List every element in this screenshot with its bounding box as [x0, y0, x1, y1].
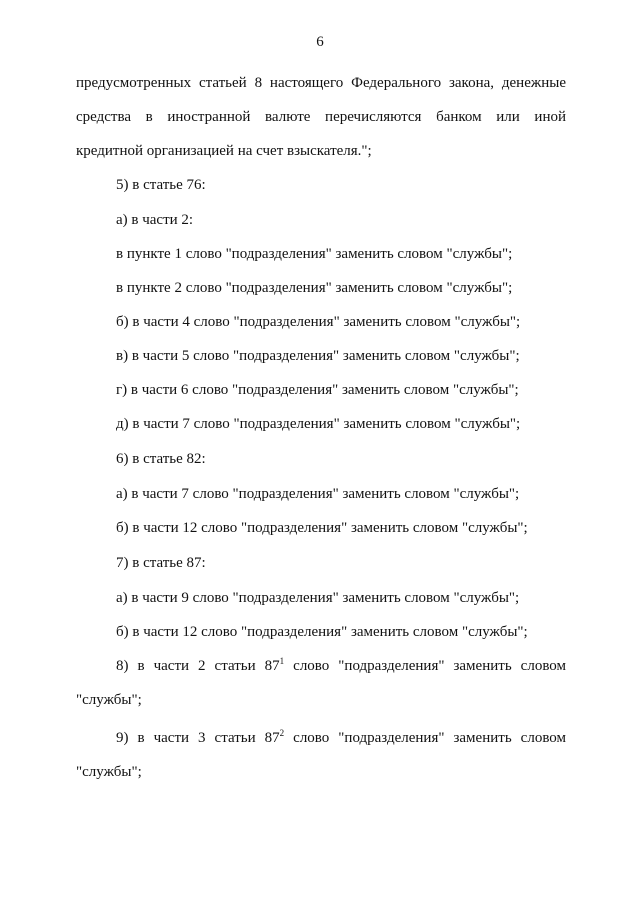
list-item: 6) в статье 82:	[116, 451, 206, 467]
paragraph-line: средства в иностранной валюте перечисляются банком или иной	[76, 109, 566, 125]
list-item-continuation: "службы";	[76, 692, 142, 708]
superscript: 1	[279, 656, 285, 666]
item-text: слово "подразделения" заменить словом	[284, 658, 566, 674]
item-text: слово "подразделения" заменить словом	[284, 730, 566, 746]
list-item: в) в части 5 слово "подразделения" заменить словом "службы";	[116, 348, 520, 364]
page-number: 6	[316, 34, 324, 50]
list-item: а) в части 7 слово "подразделения" заменить словом "службы";	[116, 486, 520, 502]
list-item: а) в части 9 слово "подразделения" заменить словом "службы";	[116, 590, 520, 606]
list-item: д) в части 7 слово "подразделения" заменить словом "службы";	[116, 416, 521, 432]
paragraph-line: кредитной организацией на счет взыскателя.";	[76, 143, 372, 159]
list-item: а) в части 2:	[116, 212, 194, 228]
list-item	[116, 729, 566, 747]
list-item: в пункте 1 слово "подразделения" заменить словом "службы";	[116, 246, 513, 262]
item-text: 9) в части 3 статьи 87	[116, 730, 280, 746]
list-item: г) в части 6 слово "подразделения" заменить словом "службы";	[116, 382, 519, 398]
list-item: 7) в статье 87:	[116, 555, 206, 571]
list-item: б) в части 12 слово "подразделения" заменить словом "службы";	[116, 624, 528, 640]
superscript: 2	[279, 728, 285, 738]
paragraph-line: предусмотренных статьей 8 настоящего Федерального закона, денежные	[76, 75, 566, 91]
list-item: в пункте 2 слово "подразделения" заменить словом "службы";	[116, 280, 513, 296]
list-item-continuation: "службы";	[76, 764, 142, 780]
list-item	[116, 657, 566, 675]
list-item: 5) в статье 76:	[116, 177, 206, 193]
item-text: 8) в части 2 статьи 87	[116, 658, 280, 674]
list-item: б) в части 4 слово "подразделения" заменить словом "службы";	[116, 314, 521, 330]
list-item: б) в части 12 слово "подразделения" заменить словом "службы";	[116, 520, 528, 536]
